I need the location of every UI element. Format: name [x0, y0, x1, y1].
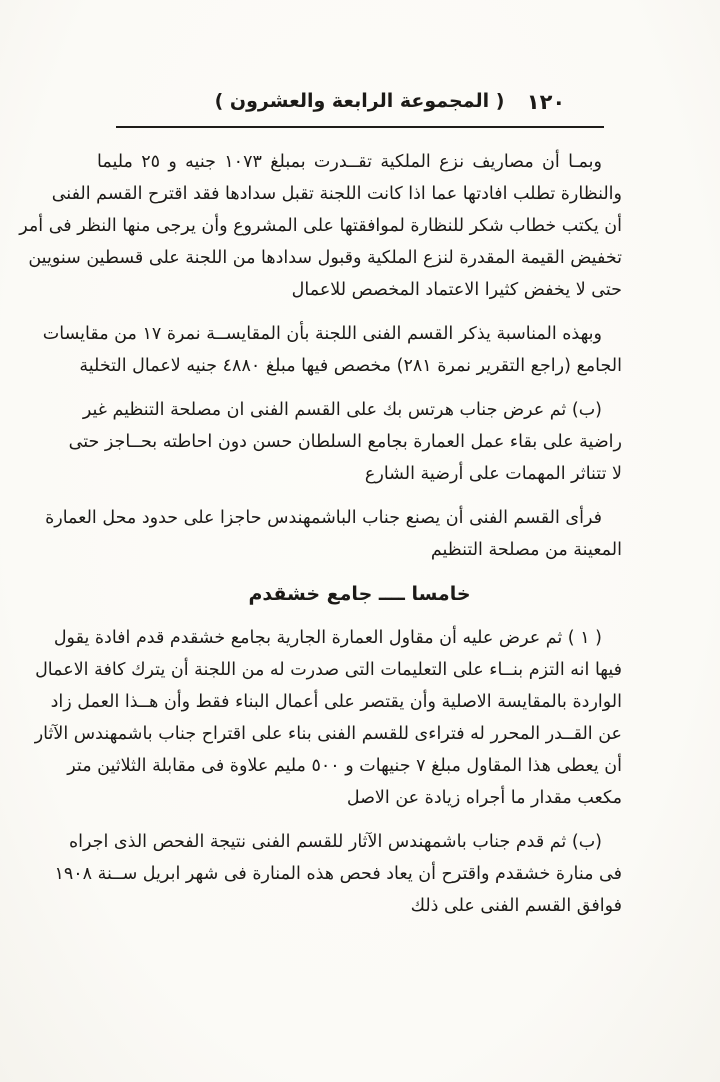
text-line: أن يكتب خطاب شكر للنظارة لموافقتها على المشروع وأن يرجى منها النظر فى أمر — [19, 216, 622, 236]
text-line: فى منارة خشقدم واقترح أن يعاد فحص هذه المنارة فى شهر ابريل ســنة ١٩٠٨ — [54, 864, 622, 884]
text-line: لا تتناثر المهمات على أرضية الشارع — [364, 464, 622, 484]
text-line: مكعب مقدار ما أجراه زيادة عن الاصل — [346, 788, 622, 808]
text-line: (ب) ثم قدم جناب باشمهندس الآثار للقسم الفنى نتيجة الفحص الذى اجراه — [69, 832, 602, 852]
paragraph-minaret-inspection — [54, 826, 622, 922]
text-line: وبهذه المناسبة يذكر القسم الفنى اللجنة بأن المقايســة نمرة ١٧ من مقايسات — [42, 324, 602, 344]
paragraph-contractor-claim — [34, 622, 622, 814]
text-line: فوافق القسم الفنى على ذلك — [410, 896, 622, 916]
volume-title: ( المجموعة الرابعة والعشرون ) — [214, 90, 505, 112]
text-line: وبمـا أن مصاريف نزع الملكية تقــدرت بمبلغ ١٠٧٣ جنيه و ٢٥ مليما — [97, 152, 602, 172]
text-line: فيها انه التزم بنــاء على التعليمات التى صدرت له من اللجنة أن يترك كافة الاعمال — [35, 660, 622, 680]
text-line: أن يعطى هذا المقاول مبلغ ٧ جنيهات و ٥٠٠ مليم علاوة فى مقابلة الثلاثين متر — [67, 756, 622, 776]
paragraph-herz-bey-report — [68, 394, 622, 490]
paragraph-estimate-reminder — [42, 318, 622, 382]
text-line: الواردة بالمقايسة الاصلية وأن يقتصر على أعمال البناء فقط وأن هــذا العمل زاد — [50, 692, 622, 712]
text-line: المعينة من مصلحة التنظيم — [430, 540, 622, 560]
section-heading-khushqadam-mosque: خامسا ــــ جامع خشقدم — [248, 583, 471, 605]
text-line: فرأى القسم الفنى أن يصنع جناب الباشمهندس حاجزا على حدود محل العمارة — [45, 508, 602, 528]
text-line: تخفيض القيمة المقدرة لنزع الملكية وقبول سدادها من اللجنة على قسطين سنويين — [28, 248, 622, 268]
text-line: ( ١ ) ثم عرض عليه أن مقاول العمارة الجارية بجامع خشقدم قدم افادة يقول — [53, 628, 602, 648]
header-rule — [116, 126, 604, 128]
paragraph-expropriation-costs — [19, 146, 622, 306]
text-line: الجامع (راجع التقرير نمرة ٢٨١) مخصص فيها مبلغ ٤٨٨٠ جنيه لاعمال التخلية — [79, 356, 622, 376]
page-number: ١٢٠ — [526, 90, 566, 114]
paragraph-committee-decision-barrier — [45, 502, 622, 566]
text-line: راضية على بقاء عمل العمارة بجامع السلطان حسن دون احاطته بحــاجز حتى — [68, 432, 622, 452]
text-line: (ب) ثم عرض جناب هرتس بك على القسم الفنى ان مصلحة التنظيم غير — [82, 400, 602, 420]
text-line: حتى لا يخفض كثيرا الاعتماد المخصص للاعمال — [291, 280, 622, 300]
text-line: والنظارة تطلب افادتها عما اذا كانت اللجنة تقبل سدادها فقد اقترح القسم الفنى — [51, 184, 622, 204]
page-body — [19, 146, 622, 934]
text-line: عن القــدر المحرر له فتراءى للقسم الفنى بناء على اقتراح جناب باشمهندس الآثار — [34, 724, 622, 744]
